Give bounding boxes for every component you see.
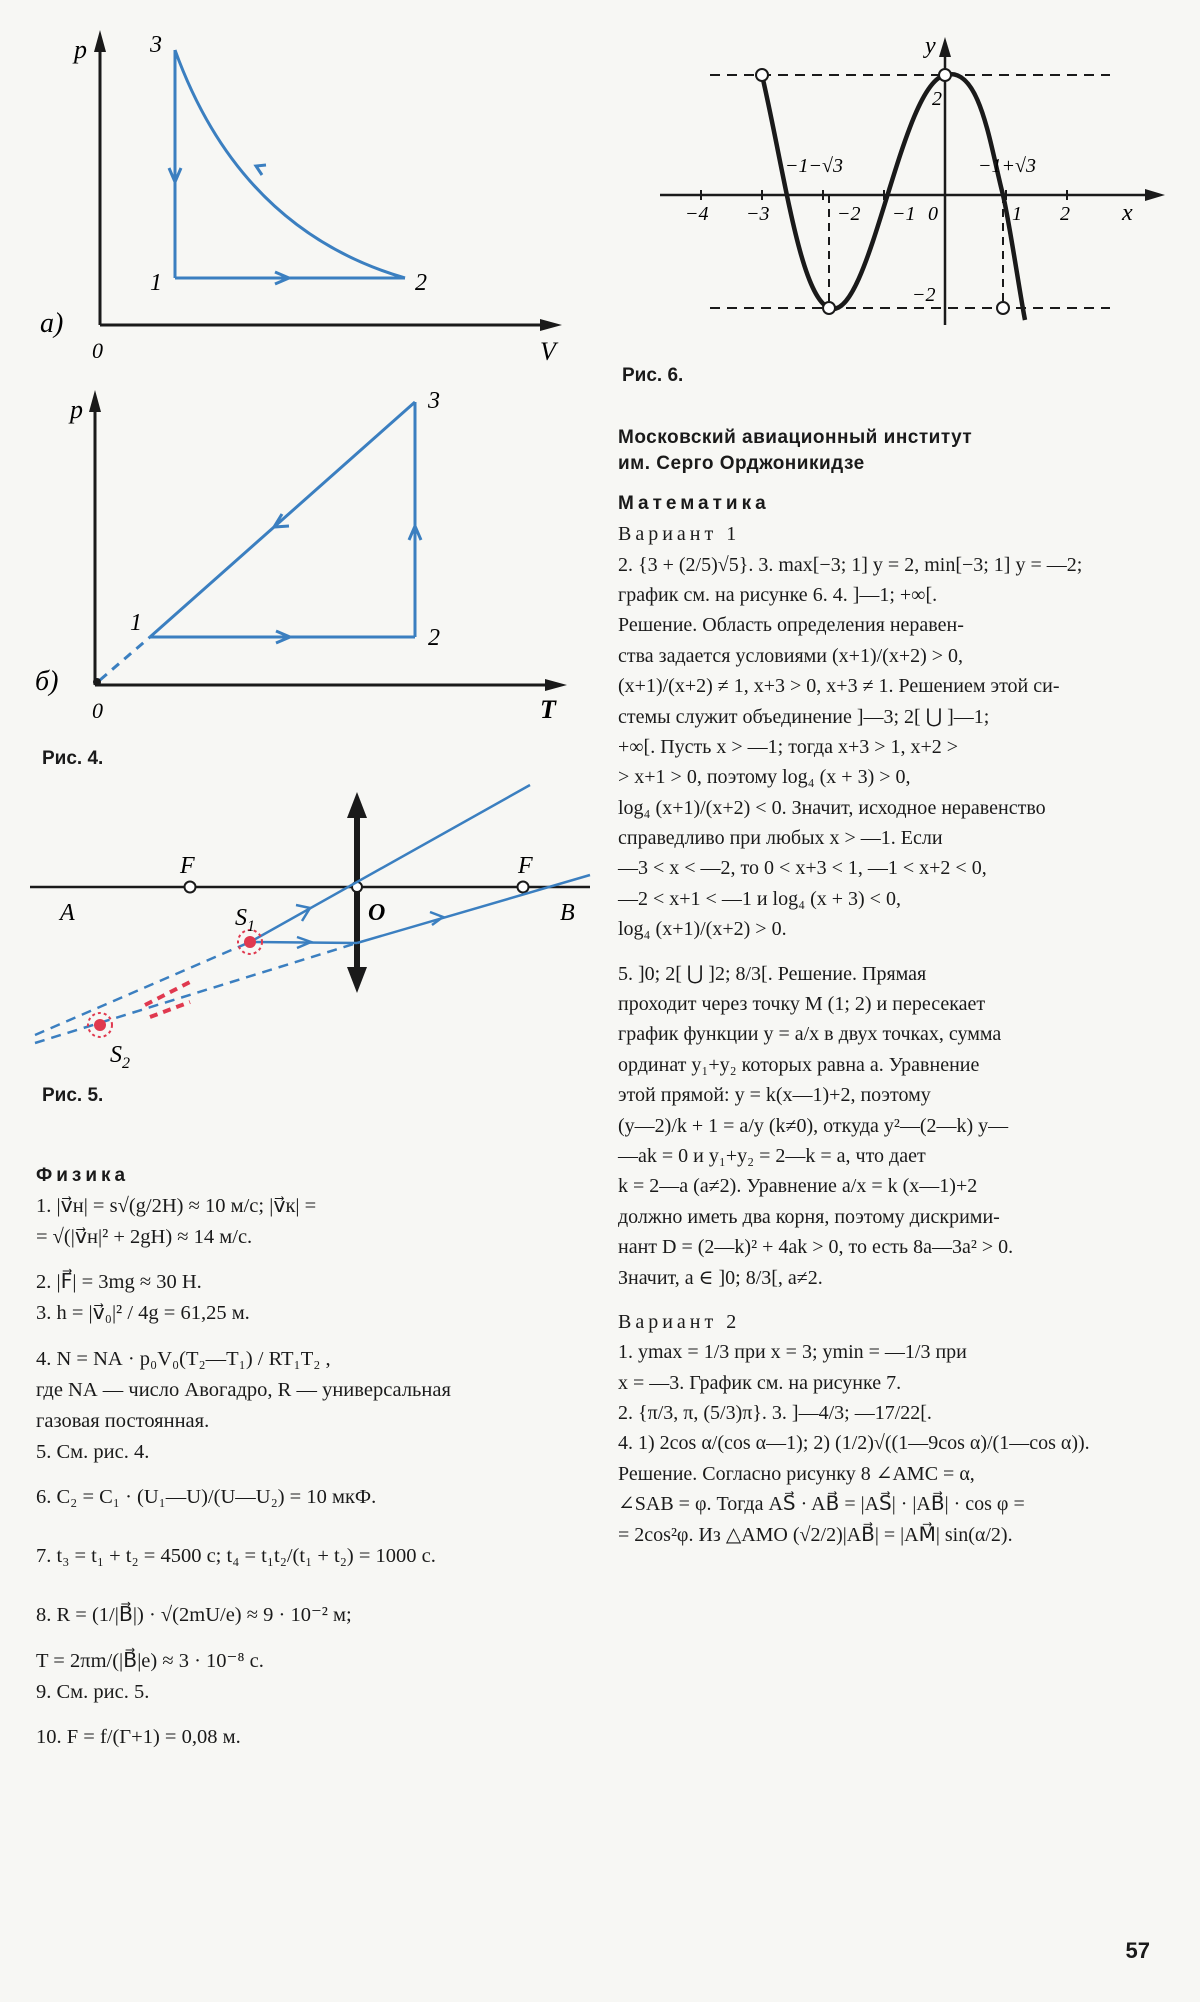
physics-line-8: 5. См. рис. 4. — [36, 1440, 150, 1463]
label-y: y — [925, 33, 936, 59]
physics-line-2: = √(|v⃗н|² + 2gH) ≈ 14 м/с. — [36, 1226, 253, 1249]
source-s1 — [244, 936, 256, 948]
label-v: V — [540, 337, 556, 366]
v2-line-6: ∠SAB = φ. Тогда AS⃗ · AB⃗ = |AS⃗| · |AB⃗| · cos φ = — [618, 1493, 1025, 1516]
institute-line-1: Московский авиационный институт — [618, 427, 973, 448]
label-o: O — [368, 900, 386, 926]
physics-line-14: 10. F = f/(Γ+1) = 0,08 м. — [36, 1725, 241, 1748]
extension-dashed — [100, 637, 150, 680]
figure-6 — [660, 25, 1160, 345]
label-root-left: −1−√3 — [785, 155, 843, 177]
point-bottom-left — [823, 302, 835, 314]
label-p: p — [70, 395, 83, 424]
function-graph — [762, 74, 1025, 320]
label-y-top: 2 — [932, 88, 942, 110]
virtual-ray-1 — [35, 942, 250, 1035]
physics-section — [36, 1148, 581, 1753]
v1-line-4: ства задается условиями (x+1)/(x+2) > 0, — [618, 644, 964, 667]
v1-p5-line-2: проходит через точку M (1; 2) и пересекает — [618, 993, 986, 1016]
label-point-3: 3 — [428, 388, 440, 414]
label-point-2: 2 — [428, 625, 440, 651]
focus-left — [185, 882, 196, 893]
lens-arrow-top — [347, 792, 367, 818]
v1-line-13: log₄ (x+1)/(x+2) > 0. — [618, 918, 787, 941]
v1-line-1: 2. {3 + (2/5)√5}. 3. max[−3; 1] y = 2, min[−3; 1] y = —2; — [618, 553, 1083, 576]
v2-line-7: = 2cos²φ. Из △AMO (√2/2)|AB⃗| = |AM⃗| sin(α/2). — [618, 1523, 1013, 1546]
tick-m4: −4 — [685, 203, 709, 225]
ray-2a — [250, 942, 357, 943]
v1-p5-line-9: должно иметь два корня, поэтому дискрими- — [618, 1205, 1000, 1228]
physics-line-7: газовая постоянная. — [36, 1409, 210, 1432]
physics-line-6: где NА — число Авогадро, R — универсальная — [36, 1378, 451, 1401]
physics-line-1: 1. |v⃗н| = s√(g/2H) ≈ 10 м/с; |v⃗к| = — [36, 1194, 317, 1217]
v1-line-6: стемы служит объединение ]—3; 2[ ⋃ ]—1; — [618, 705, 990, 728]
v1-line-2: график см. на рисунке 6. 4. ]—1; +∞[. — [618, 583, 938, 606]
v2-line-5: Решение. Согласно рисунку 8 ∠AMC = α, — [618, 1462, 975, 1485]
tick-m3: −3 — [746, 203, 770, 225]
figure-4-caption: Рис. 4. — [42, 748, 104, 769]
lens-arrow-bottom — [347, 967, 367, 993]
physics-line-4: 3. h = |v⃗₀|² / 4g = 61,25 м. — [36, 1302, 250, 1325]
subject-heading: Математика — [618, 493, 770, 515]
point-top-center — [939, 69, 951, 81]
figure-4b — [35, 380, 570, 730]
physics-heading: Физика — [36, 1165, 130, 1186]
axis-x-arrow — [1145, 189, 1165, 201]
focus-right — [518, 882, 529, 893]
ray-2b — [357, 875, 590, 943]
tick-1: 1 — [1012, 203, 1022, 225]
label-point-1: 1 — [150, 270, 162, 296]
cycle-3-1 — [150, 402, 415, 637]
label-point-3: 3 — [150, 32, 162, 58]
ray-1 — [250, 785, 530, 942]
math-section — [618, 425, 1163, 1550]
v1-line-9: log₄ (x+1)/(x+2) < 0. Значит, исходное неравенство — [618, 796, 1046, 819]
v2-line-3: 2. {π/3, π, (5/3)π}. 3. ]—4/3; —17/22[. — [618, 1402, 932, 1425]
tick-m2: −2 — [837, 203, 861, 225]
physics-line-3: 2. |F⃗| = 3mg ≈ 30 Н. — [36, 1271, 202, 1294]
label-p: p — [74, 35, 87, 64]
axis-p-arrow — [94, 30, 106, 52]
v1-line-10: справедливо при любых x > —1. Если — [618, 827, 943, 850]
v2-line-1: 1. ymax = 1/3 при x = 3; ymin = —1/3 при — [618, 1341, 967, 1364]
axis-y-arrow — [939, 37, 951, 57]
v1-line-8: > x+1 > 0, поэтому log₄ (x + 3) > 0, — [618, 766, 911, 789]
source-s2 — [94, 1019, 106, 1031]
label-root-right: −1+√3 — [978, 155, 1036, 177]
physics-line-11: 8. R = (1/|B⃗|) · √(2mU/e) ≈ 9 · 10⁻² м; — [36, 1604, 352, 1627]
axis-v-arrow — [540, 319, 562, 331]
axis-p-arrow — [89, 390, 101, 412]
tick-m1: −1 — [892, 203, 916, 225]
institute-line-2: им. Серго Орджоникидзе — [618, 452, 865, 474]
v2-line-2: x = —3. График см. на рисунке 7. — [618, 1371, 902, 1394]
label-sub-a: а) — [40, 308, 64, 339]
virtual-ray-2 — [35, 943, 357, 1043]
v2-line-4: 4. 1) 2cos α/(cos α—1); 2) (1/2)√((1—9cos α)/(1—cos α)). — [618, 1432, 1090, 1455]
physics-line-5: 4. N = NА · p₀V₀(T₂—T₁) / RT₁T₂ , — [36, 1347, 331, 1370]
label-f-left: F — [180, 853, 195, 879]
origin-dot — [93, 678, 101, 686]
v1-p5-line-7: —ak = 0 и y₁+y₂ = 2—k = a, что дает — [618, 1144, 926, 1167]
label-s1: $S_1$ — [235, 905, 255, 935]
physics-line-9: 6. C₂ = C₁ · (U₁—U)/(U—U₂) = 10 мкФ. — [36, 1486, 377, 1509]
v1-p5-line-5: этой прямой: y = k(x—1)+2, поэтому — [618, 1084, 931, 1107]
axis-t-arrow — [545, 679, 567, 691]
arrow-up-left — [256, 165, 266, 175]
label-zero: 0 — [92, 338, 103, 363]
label-point-1: 1 — [130, 610, 142, 636]
label-y-bottom: −2 — [912, 284, 936, 306]
point-bottom-right — [997, 302, 1009, 314]
label-point-2: 2 — [415, 270, 427, 296]
point-top-left — [756, 69, 768, 81]
v1-p5-line-8: k = 2—a (a≠2). Уравнение a/x = k (x—1)+2 — [618, 1175, 978, 1198]
physics-line-12: T = 2πm/(|B⃗|e) ≈ 3 · 10⁻⁸ с. — [36, 1649, 264, 1672]
v1-line-11: —3 < x < —2, то 0 < x+3 < 1, —1 < x+2 < 0, — [618, 857, 987, 880]
variant-2-heading: Вариант 2 — [618, 1310, 741, 1333]
physics-line-13: 9. См. рис. 5. — [36, 1680, 150, 1703]
label-t: T — [540, 695, 556, 724]
label-f-right: F — [518, 853, 533, 879]
figure-4a — [40, 20, 570, 370]
v1-p5-line-3: график функции y = a/x в двух точках, сумма — [618, 1023, 1002, 1046]
v1-p5-line-4: ординат y₁+y₂ которых равна a. Уравнение — [618, 1053, 980, 1076]
v1-line-3: Решение. Область определения неравен- — [618, 614, 964, 637]
cycle-curve-3-2 — [175, 50, 405, 278]
page-number: 57 — [1125, 1938, 1150, 1963]
figure-5-caption: Рис. 5. — [42, 1085, 104, 1106]
v1-line-12: —2 < x+1 < —1 и log₄ (x + 3) < 0, — [618, 887, 901, 910]
variant-1-heading: Вариант 1 — [618, 523, 741, 546]
v1-p5-line-1: 5. ]0; 2[ ⋃ ]2; 8/3[. Решение. Прямая — [618, 962, 927, 985]
v1-line-7: +∞[. Пусть x > —1; тогда x+3 > 1, x+2 > — [618, 735, 959, 758]
figure-5 — [30, 780, 600, 1080]
tick-2: 2 — [1060, 203, 1070, 225]
tick-0: 0 — [928, 203, 938, 225]
figure-6-caption: Рис. 6. — [622, 365, 684, 386]
label-a: A — [60, 900, 75, 926]
v1-line-5: (x+1)/(x+2) ≠ 1, x+3 > 0, x+3 ≠ 1. Решением этой си- — [618, 675, 1060, 698]
label-sub-b: б) — [35, 666, 59, 697]
v1-p5-line-11: Значит, a ∈ ]0; 8/3[, a≠2. — [618, 1266, 823, 1289]
label-x: x — [1122, 200, 1133, 226]
label-b: B — [560, 900, 575, 926]
v1-p5-line-6: (y—2)/k + 1 = a/y (k≠0), откуда y²—(2—k) y— — [618, 1114, 1009, 1137]
v1-p5-line-10: нант D = (2—k)² + 4ak > 0, то есть 8a—3a² > 0. — [618, 1236, 1014, 1259]
label-s2: $S_2$ — [110, 1042, 130, 1072]
physics-line-10: 7. t₃ = t₁ + t₂ = 4500 с; t₄ = t₁t₂/(t₁ + t₂) = 1000 с. — [36, 1545, 436, 1568]
label-zero: 0 — [92, 698, 103, 723]
